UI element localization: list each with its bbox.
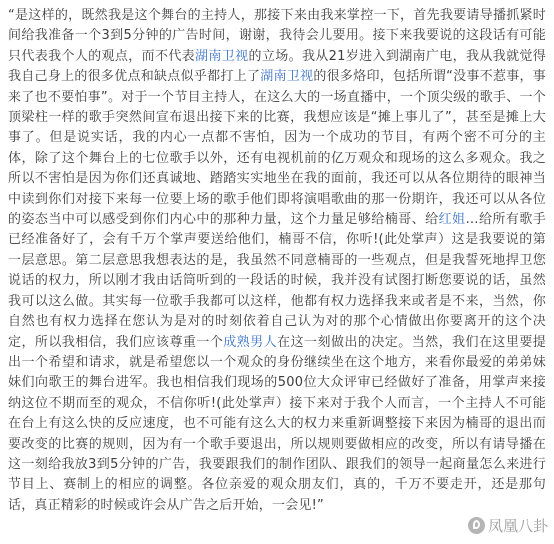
article-text-part-3: 的很多烙印，包括所谓“没事不惹事，事来了也不要怕事”。对于一个节目主持人，在这么大的一场直播中，一个顶尖级的歌手、一个顶梁柱一样的歌手突然间宣布退出接下来的比赛，我想应该是“摊上事儿了”，甚至是摊上大事了。但是说实话，我的内心一点都不害怕，因为一个成功的节目，有两个密不可分的主体，除了这个舞台上的七位歌手以外，还有电视机前的亿万观众和现场的这么多观众。我之所以不害怕是因为你们还真诚地、踏踏实实地坐在我的面前，我还可以从各位期待的眼神当中读到你们对接下来每一位要上场的歌手他们即将演唱歌曲的那一份期许，我还可以从各位的姿态当中可以感受到你们内心中的那种力量，这个力量足够给楠哥、给 [8,69,546,228]
article-text-part-2: 的立场。我从21岁进入到湖南广电，我从我就觉得我自己身上的很多优点和缺点似乎都打上了 [8,48,546,85]
link-hong-jie[interactable]: 红姐 [438,212,466,228]
link-hunan-tv-1[interactable]: 湖南卫视 [195,48,249,64]
phoenix-logo-icon [468,517,485,534]
watermark [468,515,548,536]
article-text-part-1: “是这样的，既然我是这个舞台的主持人，那接下来由我来掌控一下，首先我要请导播抓紧时间给我准备一个3到5分钟的广告时间，谢谢，我待会儿要用。接下来我要说的这段话有可能只代表我个人的观点，而不代表 [8,8,546,64]
article-body [8,6,546,516]
article-text-part-5: 在这一刻做出的决定。当然，我们在这里要提出一个希望和请求，就是希望您以一个观众的身份继续坐在这个地方，来看你最爱的弟弟妹妹们向歌王的舞台进军。我也相信我们现场的500位大众评审已经做好了准备，用掌声来接纳这位不期而至的观众，不信你听!(此处掌声）接下来对于我个人而言，一个主持人不可能在台上有这么快的反应速度，也不可能有这么大的权力来重新调整接下来因为楠哥的退出而要改变的比赛的规则，因为有一个歌手要退出，所以规则要做相应的改变，所以有请导播在这一刻给我放3到5分钟的广告，我要跟我们的制作团队、跟我们的领导一起商量怎么来进行节目上、赛制上的相应的调整。各位亲爱的观众朋友们，真的，千万不要走开，还是那句话，真正精彩的时候或许会从广告之后开始，一会见!” [8,334,546,513]
link-mature-man[interactable]: 成熟男人 [223,334,278,350]
article-text-part-4: …给所有歌手已经准备好了，会有千万个掌声要送给他们，楠哥不信，你听!(此处掌声）这是我要说的第一层意思。第二层意思我想表达的是，我虽然不同意楠哥的一些观点，但是我誓死地捍卫您说话的权力，所以刚才我由话筒听到的一段话的时候，我并没有试图打断您要说的话，虽然我可以这么做。其实每一位歌手我都可以这样，他都有权力选择我来或者是不来，当然，你自然也有权力选择在您认为是对的时刻依着自己认为对的那个心情做出你要离开的这个决定，所以我相信，我们应该尊重一个 [8,212,546,350]
watermark-text: 凤凰八卦 [487,517,548,535]
link-hunan-tv-2[interactable]: 湖南卫视 [260,69,314,85]
